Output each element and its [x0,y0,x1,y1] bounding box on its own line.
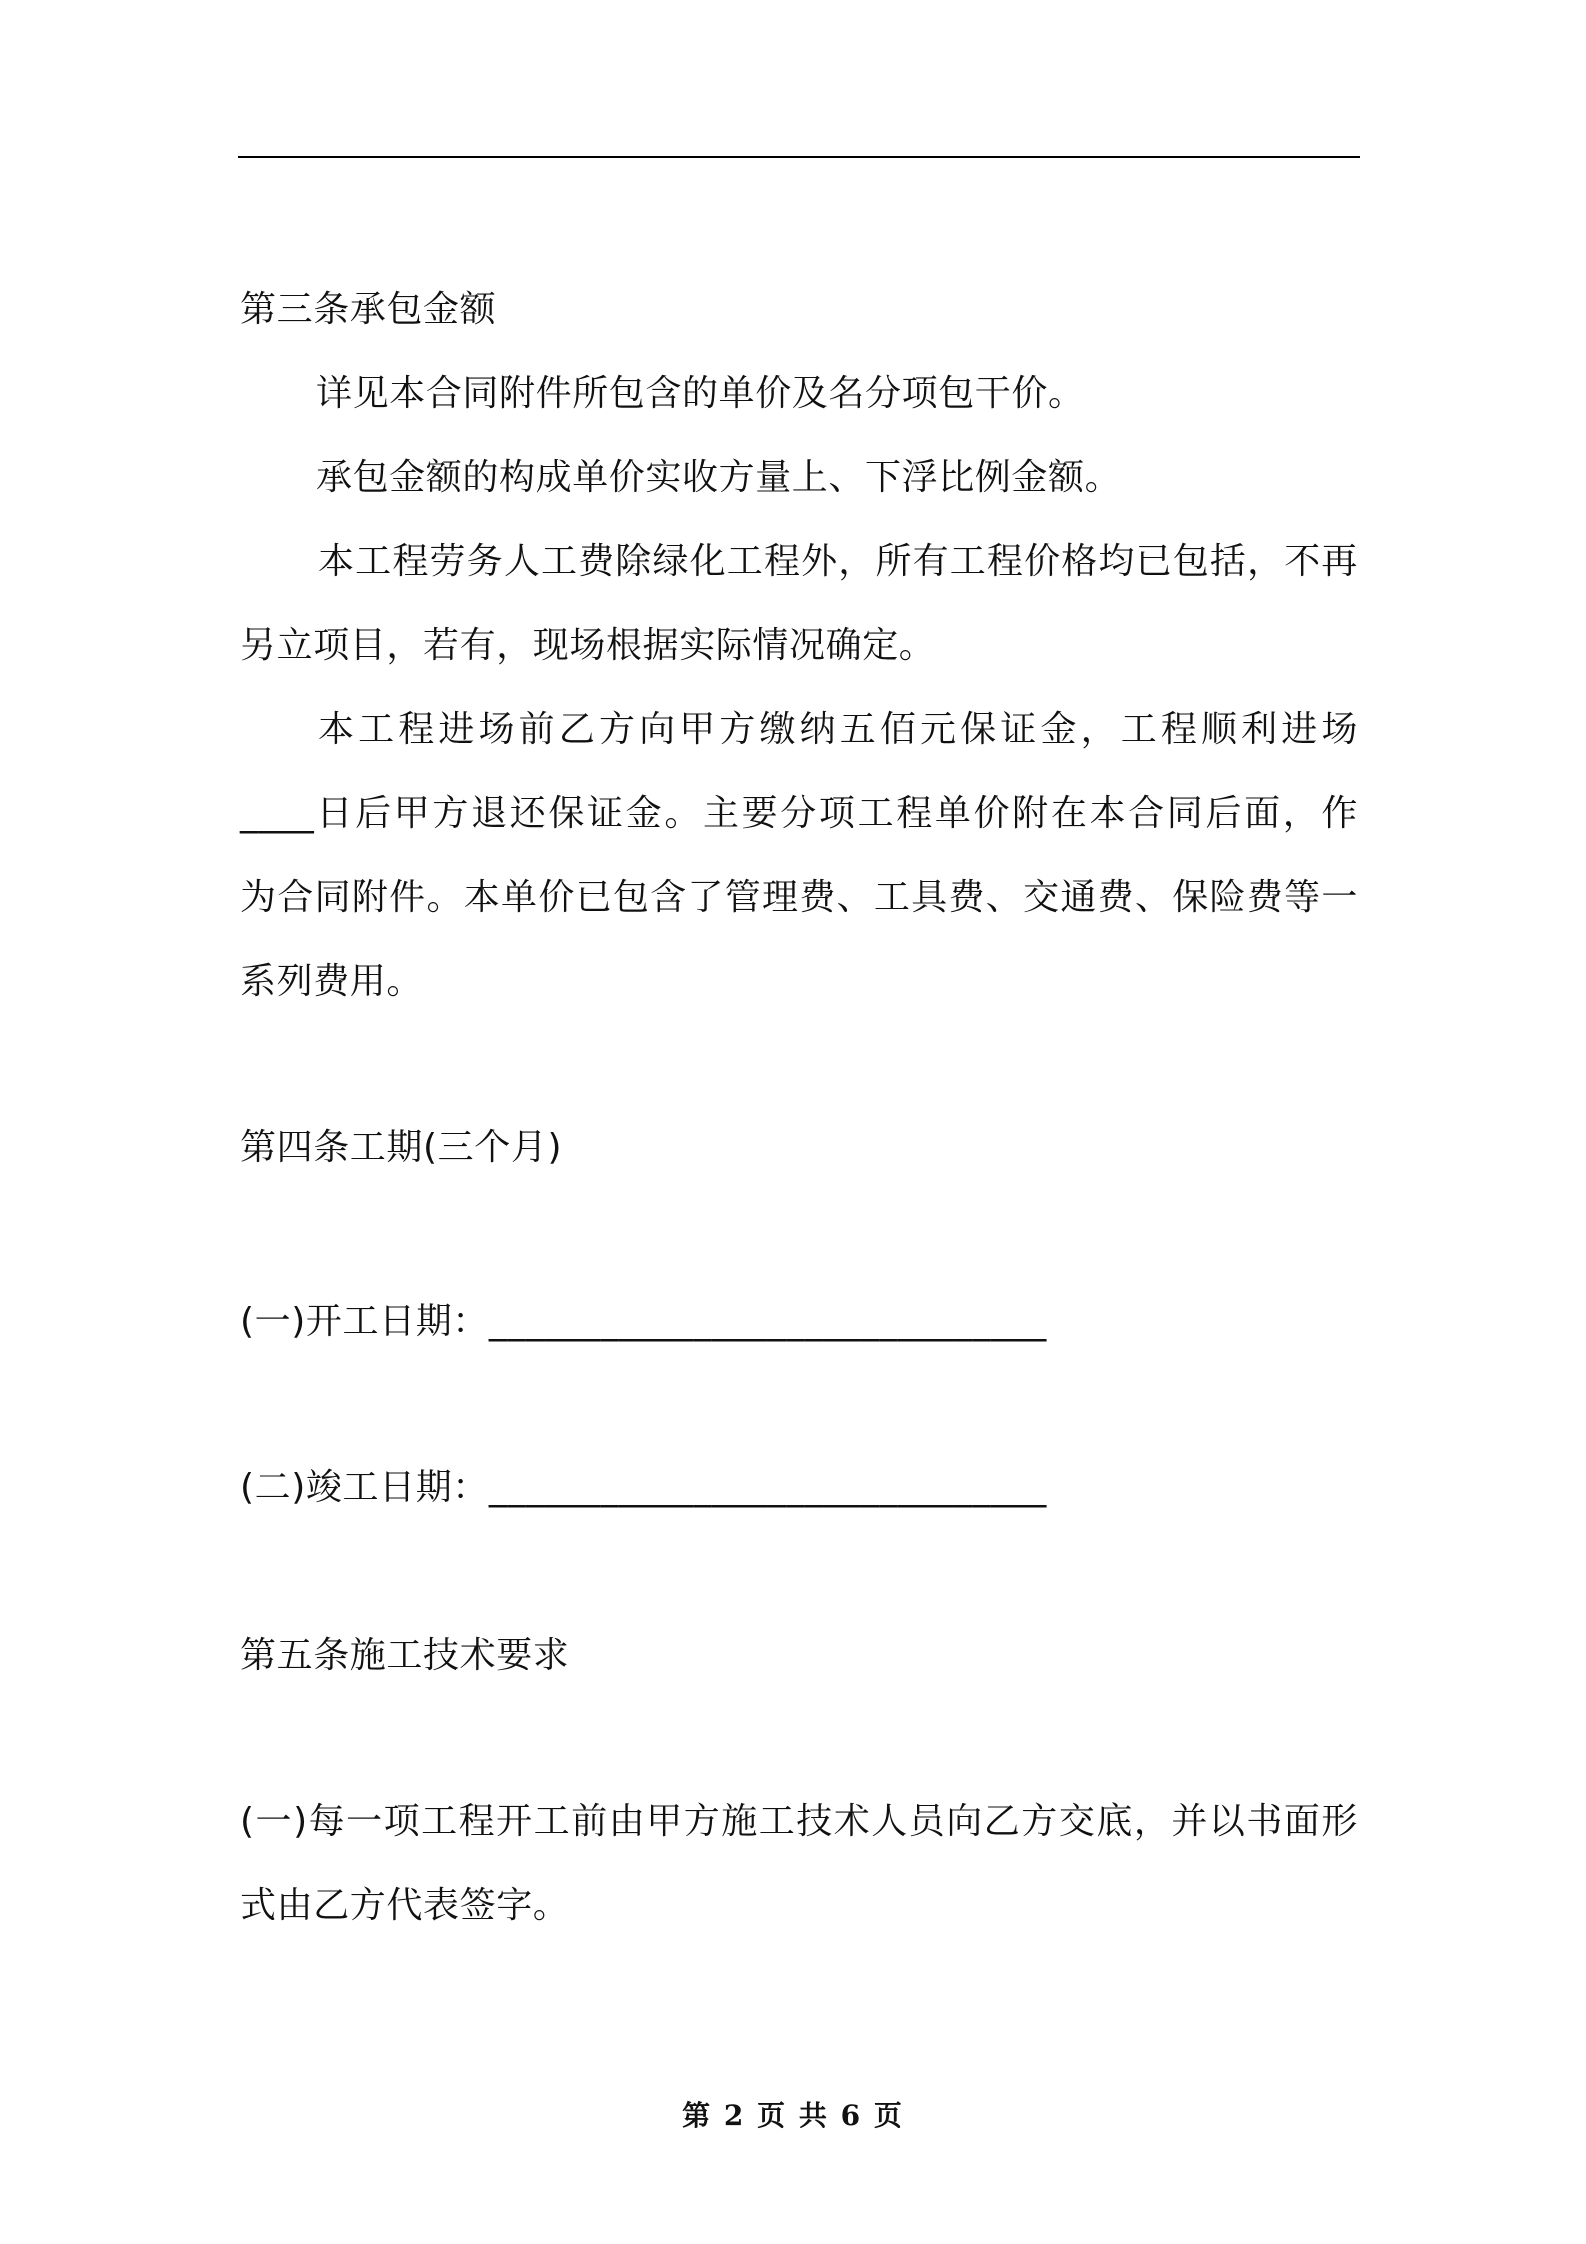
header-rule [238,156,1360,158]
article-4-title: 第四条工期(三个月) [240,1127,563,1168]
start-date-field: (一)开工日期：______________________________ [240,1301,1047,1342]
completion-date-field: (二)竣工日期：______________________________ [240,1467,1047,1508]
article-3-paragraph-3-line-1: 本工程劳务人工费除绿化工程外，所有工程价格均已包括，不再 [318,541,1358,582]
article-3-paragraph-4-line-3: 为合同附件。本单价已包含了管理费、工具费、交通费、保险费等一 [240,877,1358,918]
page-number-footer: 第 2 页 共 6 页 [682,2099,904,2132]
article-5-item-1-line-2: 式由乙方代表签字。 [240,1885,570,1926]
article-5-title: 第五条施工技术要求 [240,1635,570,1676]
article-3-paragraph-1: 详见本合同附件所包含的单价及名分项包干价。 [316,373,1085,414]
article-3-paragraph-4-line-2: ____日后甲方退还保证金。主要分项工程单价附在本合同后面，作 [240,793,1358,834]
article-3-paragraph-3-line-2: 另立项目，若有，现场根据实际情况确定。 [240,625,936,666]
article-3-paragraph-2: 承包金额的构成单价实收方量上、下浮比例金额。 [316,457,1122,498]
article-3-title: 第三条承包金额 [240,289,497,330]
article-3-paragraph-4-line-1: 本工程进场前乙方向甲方缴纳五佰元保证金，工程顺利进场 [318,709,1358,750]
article-5-item-1-line-1: (一)每一项工程开工前由甲方施工技术人员向乙方交底，并以书面形 [240,1801,1358,1842]
article-3-paragraph-4-line-4: 系列费用。 [240,961,424,1002]
